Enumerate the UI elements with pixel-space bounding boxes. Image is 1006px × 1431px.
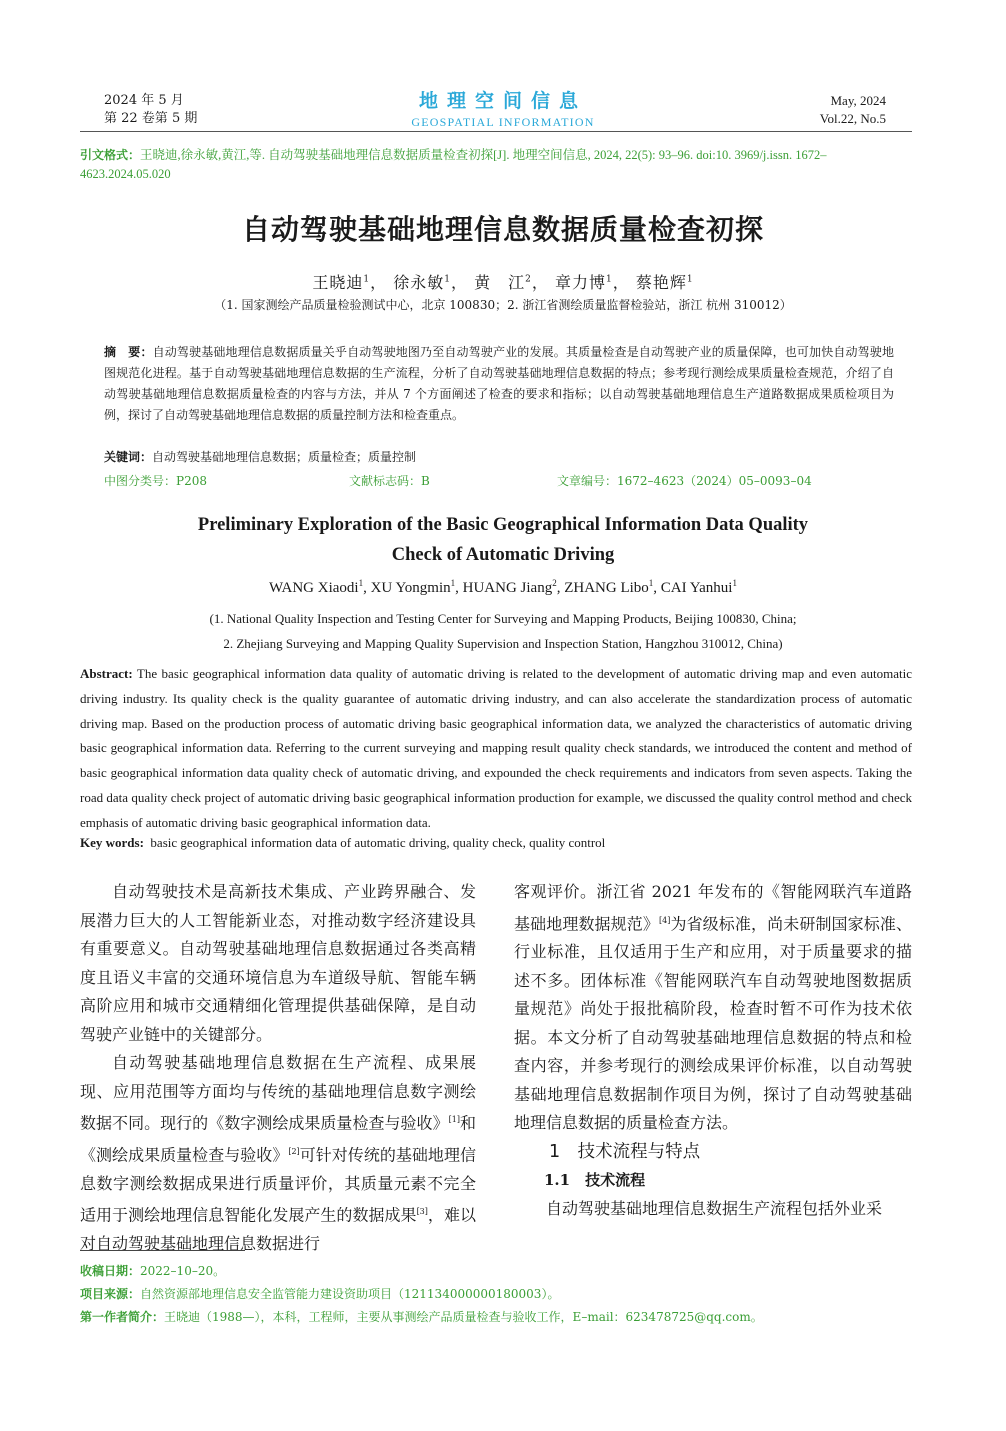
affiliation-en-line: (1. National Quality Inspection and Testing Center for Surveying and Mapping Products, Beijing 100830, China; — [209, 611, 797, 626]
body-paragraph — [80, 1049, 476, 1258]
paper-title-en-text: Preliminary Exploration of the Basic Geographical Information Data Quality Check of Automatic Driving — [197, 515, 809, 565]
author-en: WANG Xiaodi — [269, 580, 359, 596]
citation-ref[interactable]: [4] — [659, 915, 671, 925]
project-label: 项目来源： — [80, 1287, 141, 1301]
doc-code-label: 文献标志码： — [349, 474, 422, 488]
issue-date-cn: 2024 年 5 月 — [104, 93, 184, 108]
article-number-label: 文章编号： — [557, 474, 618, 488]
body-text: ，难以对自动驾驶基础地理信息数据进行 — [80, 1205, 476, 1253]
author-affiliation-mark: 1 — [363, 274, 371, 285]
affiliation-en — [0, 606, 1006, 656]
issue-info-en — [820, 92, 886, 128]
header-divider — [80, 131, 912, 132]
issue-volume-cn: 第 22 卷第 5 期 — [104, 111, 198, 126]
body-right-column — [514, 878, 912, 1223]
abstract-cn-label: 摘 要： — [104, 345, 153, 359]
citation-format — [80, 146, 912, 184]
received-label: 收稿日期： — [80, 1264, 141, 1278]
paper-title-en — [0, 510, 1006, 570]
author-affiliation-mark: 1 — [450, 578, 456, 588]
citation-ref[interactable]: [1] — [448, 1115, 460, 1124]
abstract-en-label: Abstract: — [80, 666, 133, 681]
author-affiliation-mark: 1 — [648, 578, 654, 588]
journal-name-cn: 地理空间信息 — [418, 90, 587, 112]
keywords-cn — [104, 448, 416, 465]
author-affiliation-mark: 2 — [552, 578, 557, 588]
citation-ref[interactable]: [3] — [416, 1207, 428, 1217]
author-cn: 蔡艳辉 — [635, 273, 687, 292]
body-text: 自动驾驶基础地理信息数据在生产流程、成果展现、应用范围等方面均与传统的基础地理信息数字测绘数据不同。现行的《数字测绘成果质量检查与验收》 — [80, 1053, 476, 1133]
keywords-en-label: Key words: — [80, 835, 144, 850]
subsection-heading: 1.1 技术流程 — [544, 1171, 646, 1190]
citation-label: 引文格式： — [80, 148, 141, 162]
author-en: CAI Yanhui — [660, 580, 733, 596]
keywords-cn-text: 自动驾驶基础地理信息数据；质量检查；质量控制 — [152, 450, 417, 464]
author-bio-value: 王晓迪（1988—），本科，工程师，主要从事测绘产品质量检查与验收工作，E–mail：623478725@qq.com。 — [164, 1310, 763, 1324]
section-heading: 1 技术流程与特点 — [549, 1141, 701, 1162]
article-number — [557, 472, 812, 489]
author-en: XU Yongmin — [370, 580, 451, 596]
author-affiliation-mark: 1 — [732, 578, 737, 588]
author-affiliation-mark: 1 — [444, 274, 452, 285]
abstract-en-text: The basic geographical information data quality of automatic driving is related to the development of automatic driving map and even automatic driving industry. Its quality check is the quality guarantee of automatic driving industry, and can also accelerate the standardization process of automatic driving map. Based on the production process of automatic driving basic geographical information data, we analyzed the characteristics of automatic driving basic geographical information data. Referring to the current surveying and mapping result quality check standards, we introduced the content and method of basic geographical information data quality check of automatic driving, and expounded the check requirements and indicators from seven aspects. Taking the road data quality check project of automatic driving basic geographical information production for example, we discussed the quality control method and check emphasis of automatic driving basic geographical information data. — [80, 666, 913, 830]
body-paragraph: 自动驾驶技术是高新技术集成、产业跨界融合、发展潜力巨大的人工智能新业态，对推动数字经济建设具有重要意义。自动驾驶基础地理信息数据通过各类高精度且语义丰富的交通环境信息为车道级导航、智能车辆高阶应用和城市交通精细化管理提供基础保障，是自动驾驶产业链中的关键部分。 — [80, 882, 476, 1044]
author-affiliation-mark: 1 — [358, 578, 364, 588]
document-code — [349, 472, 430, 489]
author-list-cn — [0, 270, 1006, 293]
author-affiliation-mark: 1 — [606, 274, 613, 285]
keywords-cn-label: 关键词： — [104, 450, 153, 464]
citation-ref[interactable]: [2] — [288, 1146, 300, 1156]
footnote-divider — [80, 1250, 245, 1251]
citation-text: 王晓迪,徐永敏,黄江,等. 自动驾驶基础地理信息数据质量检查初探[J]. 地理空间信息, 2024, 22(5): 93–96. doi:10. 3969/j.issn. 1672–4623.2024.05.020 — [80, 148, 827, 181]
body-text: 可针对传统的基础地理信息数字测绘数据成果进行质量评价，其质量元素不完全适用于测绘地理信息智能化发展产生的数据成果 — [80, 1145, 476, 1225]
footnote-author — [80, 1308, 920, 1325]
footnote-project — [80, 1285, 920, 1302]
affiliation-cn: （1. 国家测绘产品质量检验测试中心，北京 100830；2. 浙江省测绘质量监督检验站，浙江 杭州 310012） — [214, 298, 792, 312]
paper-title-cn: 自动驾驶基础地理信息数据质量检查初探 — [241, 213, 764, 246]
journal-name-en: GEOSPATIAL INFORMATION — [411, 115, 595, 129]
author-separator: , — [455, 580, 463, 596]
abstract-cn — [104, 342, 894, 426]
author-separator: , — [363, 580, 371, 596]
received-value: 2022–10–20。 — [140, 1264, 226, 1278]
keywords-en — [80, 835, 605, 851]
author-cn: 王晓迪 — [312, 273, 364, 292]
body-left-column — [80, 878, 476, 1258]
author-cn: 黄 江 — [474, 273, 526, 292]
author-en: HUANG Jiang — [462, 580, 553, 596]
project-value: 自然资源部地理信息安全监管能力建设资助项目（121134000000180003）。 — [140, 1287, 560, 1301]
footnote-received — [80, 1262, 920, 1279]
keywords-en-text: basic geographical information data of automatic driving, quality check, quality control — [150, 835, 606, 850]
author-bio-label: 第一作者简介： — [80, 1310, 165, 1324]
author-cn: 章力博 — [554, 273, 606, 292]
doc-code-value: B — [421, 474, 430, 488]
body-paragraph — [514, 878, 912, 1138]
body-text: 客观评价。浙江省 2021 年发布的《智能网联汽车道路基础地理数据规范》 — [514, 882, 912, 933]
body-text: 为省级标准，尚未研制国家标准、行业标准，且仅适用于生产和应用，对于质量要求的描述不多。团体标准《智能网联汽车自动驾驶地图数据质量规范》尚处于报批稿阶段，检查时暂不可作为技术依据。本文分析了自动驾驶基础地理信息数据的特点和检查内容，并参考现行的测绘成果评价标准，以自动驾驶基础地理信息数据制作项目为例，探讨了自动驾驶基础地理信息数据的质量检查方法。 — [514, 913, 912, 1133]
author-list-en — [0, 578, 1006, 597]
issue-date-en: May, 2024 — [830, 93, 886, 108]
author-separator: ， — [451, 273, 469, 292]
issue-volume-en: Vol.22, No.5 — [819, 111, 886, 126]
author-separator: ， — [370, 273, 388, 292]
author-affiliation-mark: 1 — [686, 274, 694, 285]
author-cn: 徐永敏 — [393, 273, 445, 292]
affiliation-en-line: 2. Zhejiang Surveying and Mapping Quality Supervision and Inspection Station, Hangzhou 310012, China) — [223, 636, 783, 651]
body-paragraph: 自动驾驶基础地理信息数据生产流程包括外业采 — [546, 1198, 883, 1218]
author-en: ZHANG Libo — [564, 580, 649, 596]
author-separator: , — [653, 580, 661, 596]
body-text: 和《测绘成果质量检查与验收》 — [80, 1113, 476, 1165]
clc-label: 中图分类号： — [104, 474, 177, 488]
author-separator: ， — [531, 273, 549, 292]
author-separator: , — [556, 580, 565, 596]
author-separator: ， — [612, 273, 630, 292]
clc-value: P208 — [176, 474, 207, 488]
clc-number — [104, 472, 207, 489]
article-number-value: 1672–4623（2024）05–0093–04 — [617, 474, 812, 488]
abstract-cn-text: 自动驾驶基础地理信息数据质量关乎自动驾驶地图乃至自动驾驶产业的发展。其质量检查是自动驾驶产业的质量保障，也可加快自动驾驶地图规范化进程。基于自动驾驶基础地理信息数据的生产流程，分析了自动驾驶基础地理信息数据的特点；参考现行测绘成果质量检查规范，介绍了自动驾驶基础地理信息数据质量检查的内容与方法，并从 7 个方面阐述了检查的要求和指标；以自动驾驶基础地理信息生产道路数据成果质检项目为例，探讨了自动驾驶基础地理信息数据的质量控制方法和检查重点。 — [104, 345, 894, 422]
author-affiliation-mark: 2 — [525, 274, 532, 285]
abstract-en — [80, 662, 912, 836]
